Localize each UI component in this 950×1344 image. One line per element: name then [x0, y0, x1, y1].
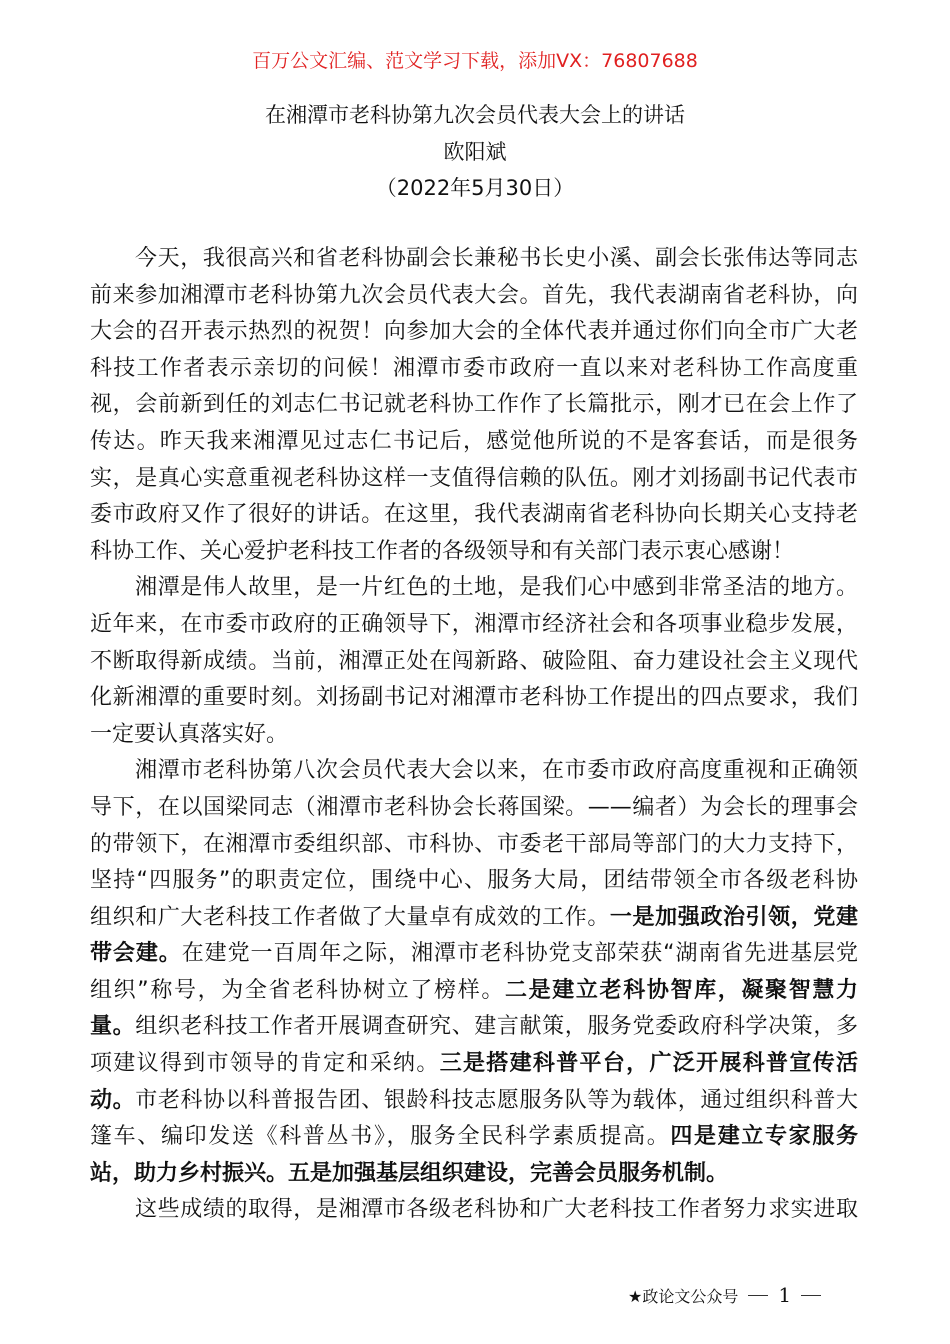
text-line: [90, 387, 858, 424]
text-line: [90, 1009, 858, 1046]
paragraph: [90, 753, 858, 1192]
text-line: [90, 570, 858, 607]
text-segment: 近年来，在市委市政府的正确领导下，湘潭市经济社会和各项事业稳步发展，: [90, 611, 858, 637]
paragraph: [90, 1192, 858, 1229]
page-footer: [628, 1283, 821, 1307]
text-line: [90, 351, 858, 388]
text-segment: 导下，在以国梁同志（湘潭市老科协会长蒋国梁。——编者）为会长的理事会: [90, 794, 858, 820]
text-line: [90, 900, 858, 937]
text-segment: 组织和广大老科技工作者做了大量卓有成效的工作。: [90, 904, 610, 930]
bold-text: 四是建立专家服务: [670, 1124, 858, 1150]
text-line: [90, 497, 858, 534]
text-line: [90, 241, 858, 278]
speech-date: （2022年5月30日）: [375, 176, 575, 200]
text-line: [90, 717, 858, 754]
text-segment: 的带领下，在湘潭市委组织部、市科协、市委老干部局等部门的大力支持下，: [90, 831, 858, 857]
bold-text: 二是建立老科协智库，凝聚智慧力: [504, 977, 858, 1003]
text-segment: 前来参加湘潭市老科协第九次会员代表大会。首先，我代表湖南省老科协，向: [90, 282, 858, 308]
bold-text: 一是加强政治引领，党建: [609, 904, 858, 930]
dash-right: [801, 1295, 821, 1296]
text-segment: 科协工作、关心爱护老科技工作者的各级领导和有关部门表示衷心感谢！: [90, 538, 795, 564]
text-line: [90, 1046, 858, 1083]
document-body: [90, 241, 858, 1229]
text-segment: 科技工作者表示亲切的问候！湘潭市委市政府一直以来对老科协工作高度重: [90, 355, 858, 381]
text-line: [90, 1192, 858, 1229]
bold-text: 三是搭建科普平台，广泛开展科普宣传活: [439, 1051, 858, 1077]
text-segment: 这些成绩的取得，是湘潭市各级老科协和广大老科技工作者努力求实进取: [135, 1197, 858, 1223]
text-segment: 今天，我很高兴和省老科协副会长兼秘书长史小溪、副会长张伟达等同志: [135, 246, 858, 271]
text-segment: 坚持“四服务”的职责定位，围绕中心、服务大局，团结带领全市各级老科协: [90, 868, 858, 894]
text-segment: 不断取得新成绩。当前，湘潭正处在闯新路、破险阻、奋力建设社会主义现代: [90, 648, 858, 674]
text-segment: 一定要认真落实好。: [90, 721, 289, 747]
footer-source: ★政论文公众号: [628, 1286, 739, 1306]
text-segment: 传达。昨天我来湘潭见过志仁书记后，感觉他所说的不是客套话，而是很务: [90, 428, 858, 454]
page-title: 在湘潭市老科协第九次会员代表大会上的讲话: [265, 103, 685, 127]
text-line: [90, 1119, 858, 1156]
text-line: [90, 534, 858, 571]
text-segment: 实，是真心实意重视老科协这样一支值得信赖的队伍。刚才刘扬副书记代表市: [90, 465, 858, 491]
text-segment: 委市政府又作了很好的讲话。在这里，我代表湖南省老科协向长期关心支持老: [90, 502, 858, 528]
text-line: [90, 973, 858, 1010]
paragraph: [90, 241, 858, 570]
text-segment: 湘潭是伟人故里，是一片红色的土地，是我们心中感到非常圣洁的地方。: [135, 575, 858, 601]
text-line: [90, 790, 858, 827]
text-line: [90, 753, 858, 790]
download-banner: 百万公文汇编、范文学习下载，添加VX：76807688: [252, 50, 698, 72]
text-line: [90, 644, 858, 681]
text-segment: 湘潭市老科协第八次会员代表大会以来，在市委市政府高度重视和正确领: [135, 758, 858, 784]
dash-left: [748, 1295, 768, 1296]
text-segment: 组织老科技工作者开展调查研究、建言献策，服务党委政府科学决策，多: [135, 1014, 858, 1040]
text-segment: 大会的召开表示热烈的祝贺！向参加大会的全体代表并通过你们向全市广大老: [90, 319, 858, 345]
text-line: [90, 314, 858, 351]
bold-text: 带会建。: [90, 941, 182, 967]
paragraph: [90, 570, 858, 753]
text-line: [90, 863, 858, 900]
text-line: [90, 461, 858, 498]
bold-text: 动。: [90, 1087, 136, 1113]
page-number: 1: [778, 1283, 792, 1307]
text-line: [90, 607, 858, 644]
text-line: [90, 1083, 858, 1120]
text-line: [90, 936, 858, 973]
text-segment: 篷车、编印发送《科普丛书》，服务全民科学素质提高。: [90, 1124, 671, 1150]
text-line: [90, 424, 858, 461]
text-line: [90, 278, 858, 315]
text-segment: 在建党一百周年之际，湘潭市老科协党支部荣获“湖南省先进基层党: [181, 941, 858, 967]
text-segment: 项建议得到市领导的肯定和采纳。: [90, 1051, 440, 1077]
bold-text: 量。: [90, 1014, 136, 1040]
text-line: [90, 680, 858, 717]
bold-text: 站，助力乡村振兴。五是加强基层组织建设，完善会员服务机制。: [90, 1160, 729, 1186]
text-segment: 视，会前新到任的刘志仁书记就老科协工作作了长篇批示，刚才已在会上作了: [90, 392, 858, 418]
text-line: [90, 1156, 858, 1193]
text-line: [90, 827, 858, 864]
text-segment: 化新湘潭的重要时刻。刘扬副书记对湘潭市老科协工作提出的四点要求，我们: [90, 685, 858, 711]
text-segment: 市老科协以科普报告团、银龄科技志愿服务队等为载体，通过组织科普大: [135, 1087, 858, 1113]
author: 欧阳斌: [443, 140, 507, 164]
text-segment: 组织”称号，为全省老科协树立了榜样。: [90, 977, 505, 1003]
